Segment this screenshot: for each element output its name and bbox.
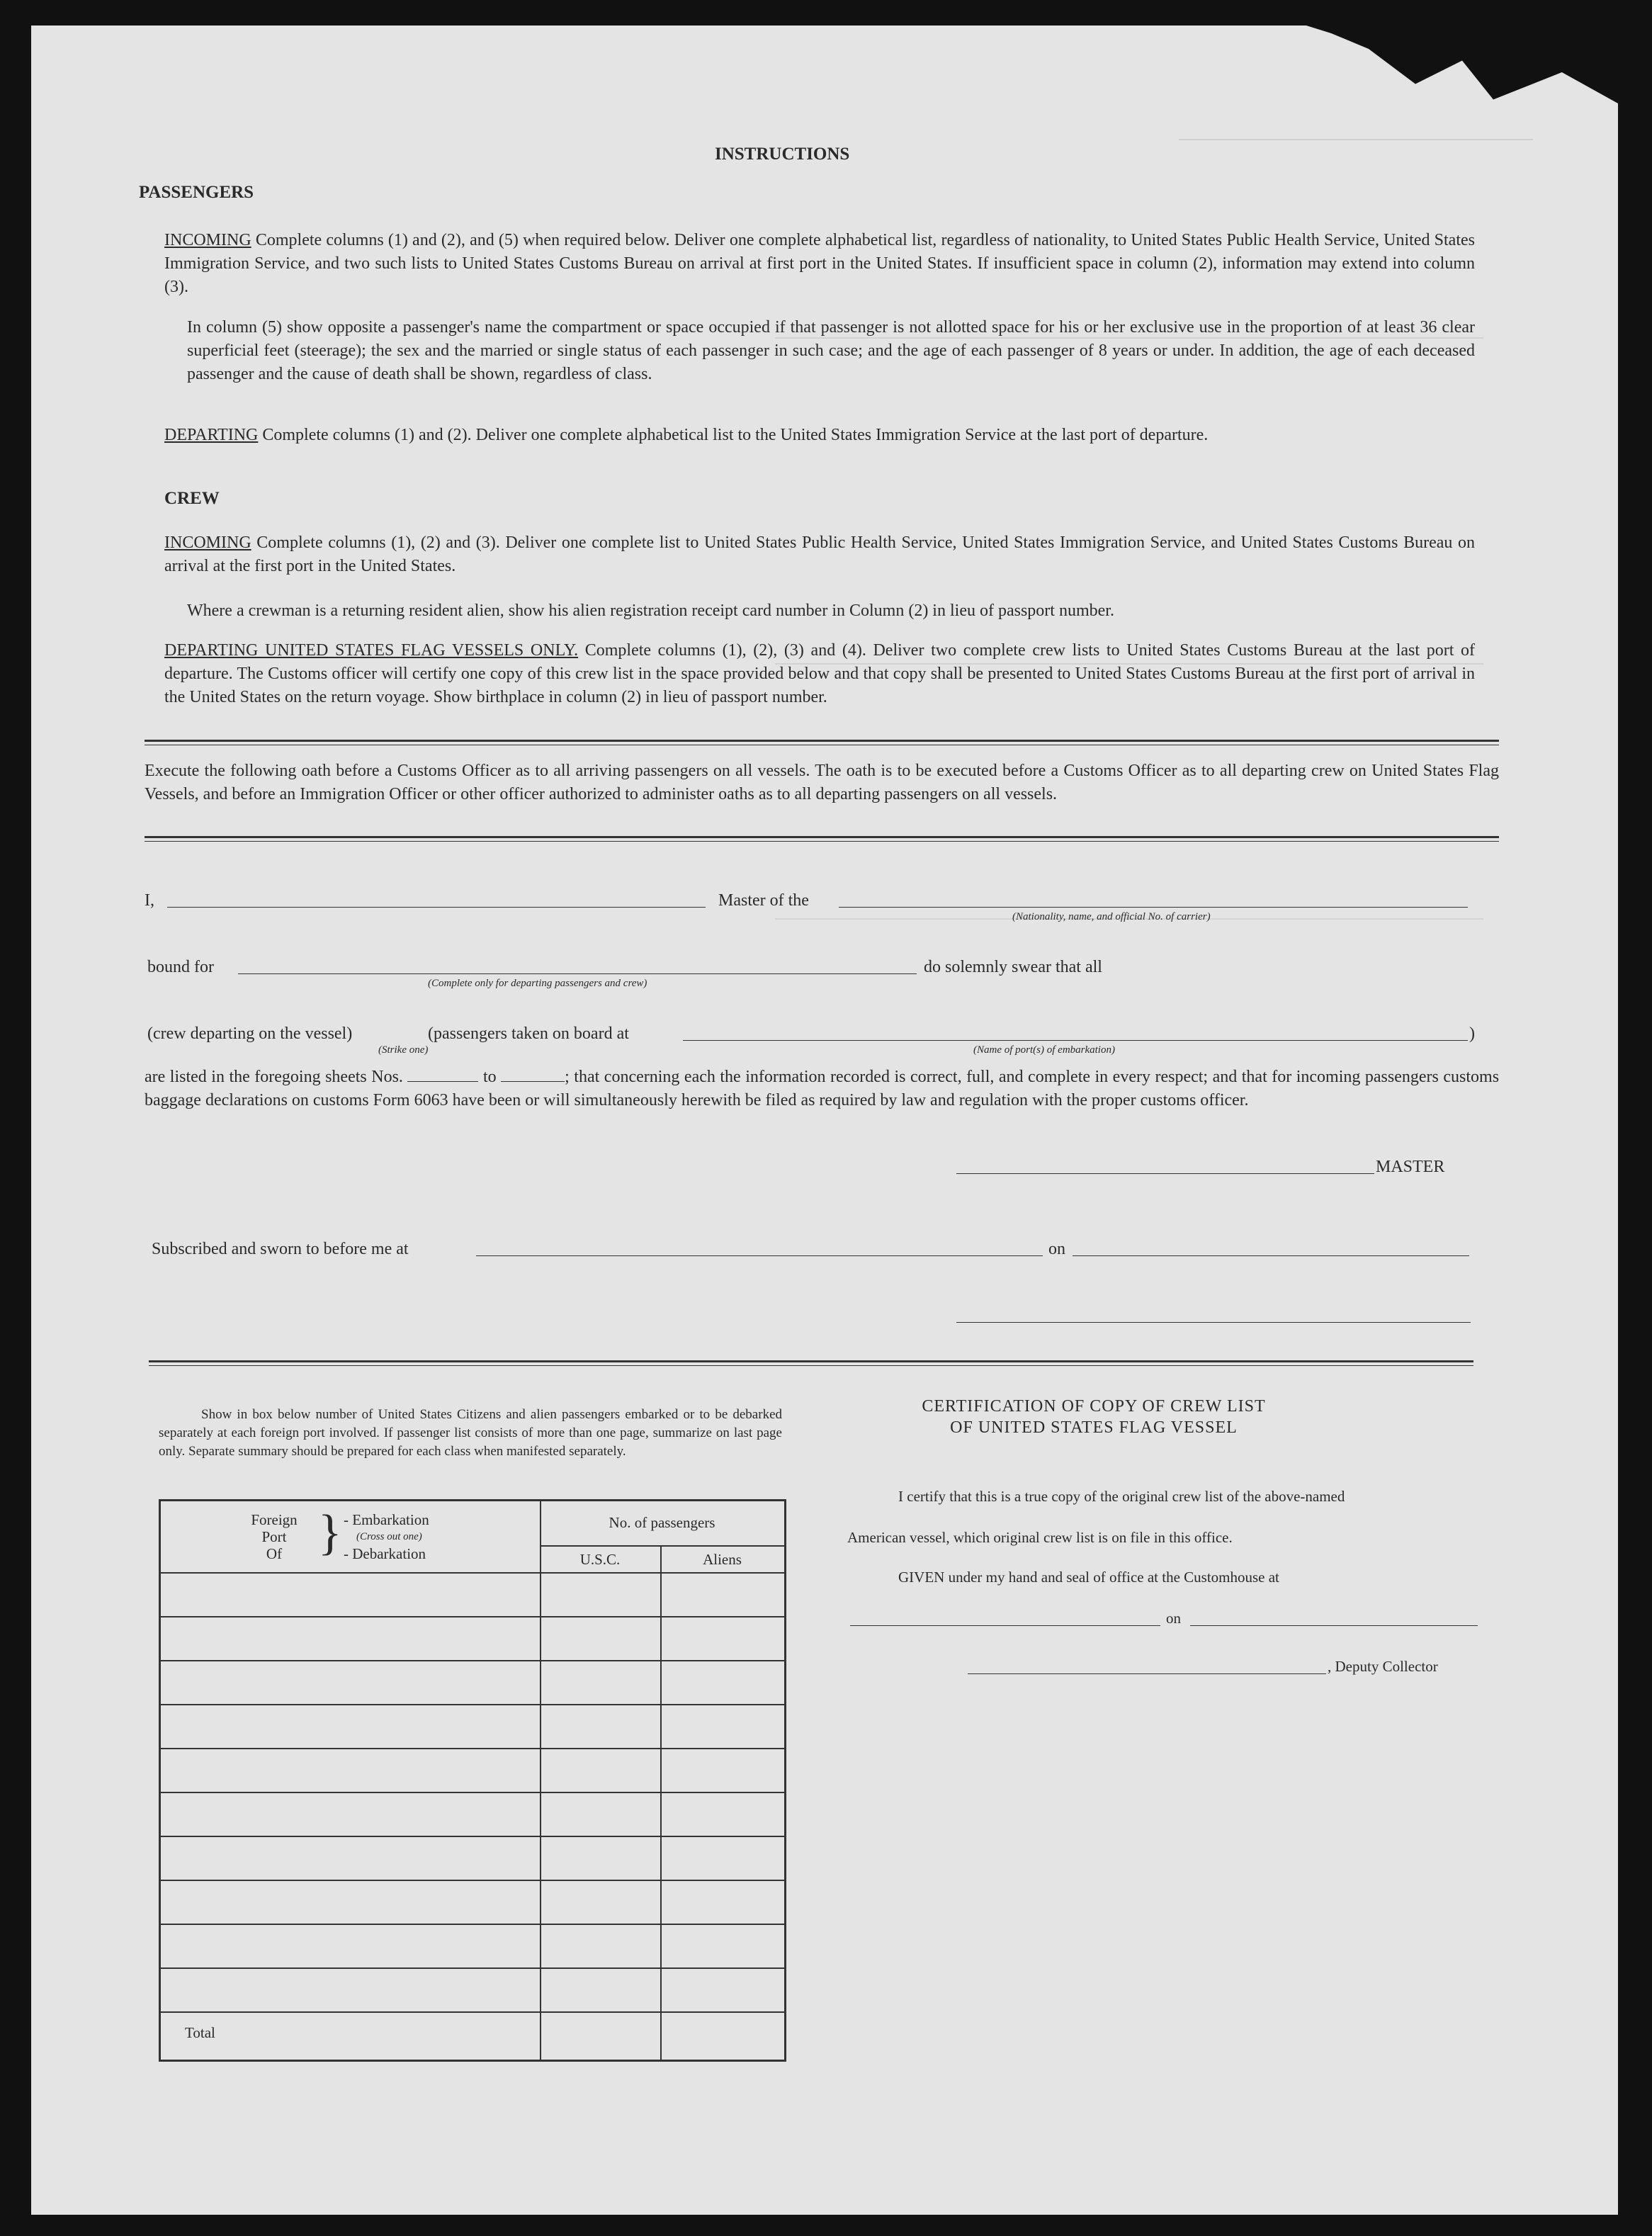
divider (145, 836, 1499, 842)
embark-debark-options: - Embarkation (Cross out one) - Debarkation (344, 1511, 429, 1562)
bound-for-label: bound for (147, 958, 214, 976)
certify-line-1: I certify that this is a true copy of the original crew list of the above-named (898, 1488, 1345, 1505)
passengers-incoming (164, 229, 1475, 299)
no-passengers-header: No. of passengers (609, 1514, 715, 1531)
brace: } (318, 1506, 342, 1560)
departing-text: Complete columns (1) and (2). Deliver one complete alphabetical list to the United States Immigration Service at the last port of departure. (258, 426, 1209, 444)
crew-departing (164, 639, 1475, 709)
crew-departing-label: DEPARTING UNITED STATES FLAG VESSELS ONLY. (164, 641, 579, 660)
document-page (31, 26, 1618, 2215)
divider (149, 1360, 1473, 1366)
master-signature-line[interactable] (956, 1173, 1374, 1174)
passengers-heading: PASSENGERS (139, 183, 254, 202)
sheet-to-line[interactable] (501, 1081, 565, 1082)
customhouse-line[interactable] (850, 1625, 1160, 1626)
cert-on-label: on (1166, 1610, 1181, 1627)
destination-line[interactable] (238, 973, 917, 974)
sworn-place-line[interactable] (476, 1255, 1043, 1256)
total-label: Total (185, 2024, 215, 2041)
crew-departing-option: (crew departing on the vessel) (147, 1024, 353, 1043)
torn-corner (1306, 26, 1618, 103)
on-label: on (1048, 1240, 1065, 1258)
page-title: INSTRUCTIONS (715, 145, 850, 164)
subscribed-label: Subscribed and sworn to before me at (152, 1240, 409, 1258)
crew-departing-text: Complete columns (1), (2), (3) and (4). Deliver two complete crew lists to United States Customs Bureau at the last port of departure. The Customs officer will certify one copy of this crew list in the space provided below and that copy shall be presented to United States Customs Bureau at the first port of arrival in the United States on the return voyage. Show birthplace in column (2) in lieu of passport number. (164, 641, 1475, 706)
carrier-line[interactable] (839, 907, 1468, 908)
summary-instructions: Show in box below number of United States Citizens and alien passengers embarked or to be debarked separately at each foreign port involved. If passenger list consists of more than one page, summarize on last page only. Separate summary should be prepared for each class when manifested separately. (159, 1407, 782, 1459)
master-name-line[interactable] (167, 907, 706, 908)
passenger-summary-table (159, 1499, 786, 2062)
embarkation-option: - Embarkation (344, 1511, 429, 1528)
nationality-caption: (Nationality, name, and official No. of carrier) (1012, 911, 1211, 922)
passengers-departing (164, 424, 1475, 447)
sheet-from-line[interactable] (407, 1081, 478, 1082)
master-of-label: Master of the (718, 891, 809, 910)
bound-caption: (Complete only for departing passengers and crew) (428, 978, 647, 989)
crew-heading: CREW (164, 489, 220, 508)
aliens-header: Aliens (703, 1551, 742, 1568)
incoming-text: Complete columns (1) and (2), and (5) when required below. Deliver one complete alphabetical list, regardless of nationality, to United States Public Health Service, United States Immigration Service, and two such lists to United States Customs Bureau on arrival at first port in the United States. If insufficient space in column (2), information may extend into column (3). (164, 231, 1475, 296)
deputy-collector-label: , Deputy Collector (1328, 1658, 1438, 1675)
i-label: I, (145, 891, 154, 910)
close-paren: ) (1469, 1024, 1475, 1043)
passengers-taken-option: (passengers taken on board at (428, 1024, 629, 1043)
certify-line-2: American vessel, which original crew list is on file in this office. (847, 1529, 1233, 1546)
oath-listed: are listed in the foregoing sheets Nos. to ; that concerning each the information recorded is correct, full, and complete in every respect; and that for incoming passengers customs baggage declarations on customs Form 6063 have been or will simultaneously herewith be filed as required by law and regulation with the proper customs officer. (145, 1068, 1500, 1109)
col-foreign-port-of: Foreign Port Of (251, 1511, 298, 1562)
embarkation-port-line[interactable] (683, 1040, 1468, 1041)
debarkation-option: - Debarkation (344, 1545, 426, 1562)
certification-title: CERTIFICATION OF COPY OF CREW LIST OF UNITED STATES FLAG VESSEL (922, 1397, 1266, 1437)
divider (145, 740, 1499, 745)
port-caption: (Name of port(s) of embarkation) (973, 1044, 1115, 1056)
crew-incoming-text: Complete columns (1), (2) and (3). Deliver one complete list to United States Public Health Service, United States Immigration Service, and United States Customs Bureau on arrival at the first port in the United States. (164, 533, 1475, 575)
swear-text: do solemnly swear that all (924, 958, 1102, 976)
deputy-signature-line[interactable] (968, 1673, 1326, 1674)
incoming-label: INCOMING (164, 231, 251, 249)
oath-intro: Execute the following oath before a Customs Officer as to all arriving passengers on all vessels. The oath is to be executed before a Customs Officer as to all departing crew on United States Flag Vessels, and before an Immigration Officer or other officer authorized to administer oaths as to all departing passengers on all vessels. (145, 762, 1499, 803)
cert-date-line[interactable] (1190, 1625, 1478, 1626)
crew-returning: Where a crewman is a returning resident alien, show his alien registration receipt card number in Column (2) in lieu of passport number. (187, 602, 1114, 620)
departing-label: DEPARTING (164, 426, 259, 444)
strike-caption: (Strike one) (378, 1044, 429, 1056)
given-line: GIVEN under my hand and seal of office at the Customhouse at (898, 1569, 1279, 1586)
usc-header: U.S.C. (579, 1551, 621, 1568)
crew-incoming-label: INCOMING (164, 533, 251, 552)
officer-signature-line[interactable] (956, 1322, 1471, 1323)
sworn-date-line[interactable] (1073, 1255, 1469, 1256)
master-label: MASTER (1376, 1158, 1445, 1176)
passengers-column5: In column (5) show opposite a passenger's name the compartment or space occupied if that passenger is not allotted space for his or her exclusive use in the proportion of at least 36 clear superficial feet (steerage); the sex and the married or single status of each passenger in such case; and the age of each passenger of 8 years or under. In addition, the age of each deceased passenger and the cause of death shall be shown, regardless of class. (187, 318, 1475, 383)
crew-incoming (164, 531, 1475, 578)
